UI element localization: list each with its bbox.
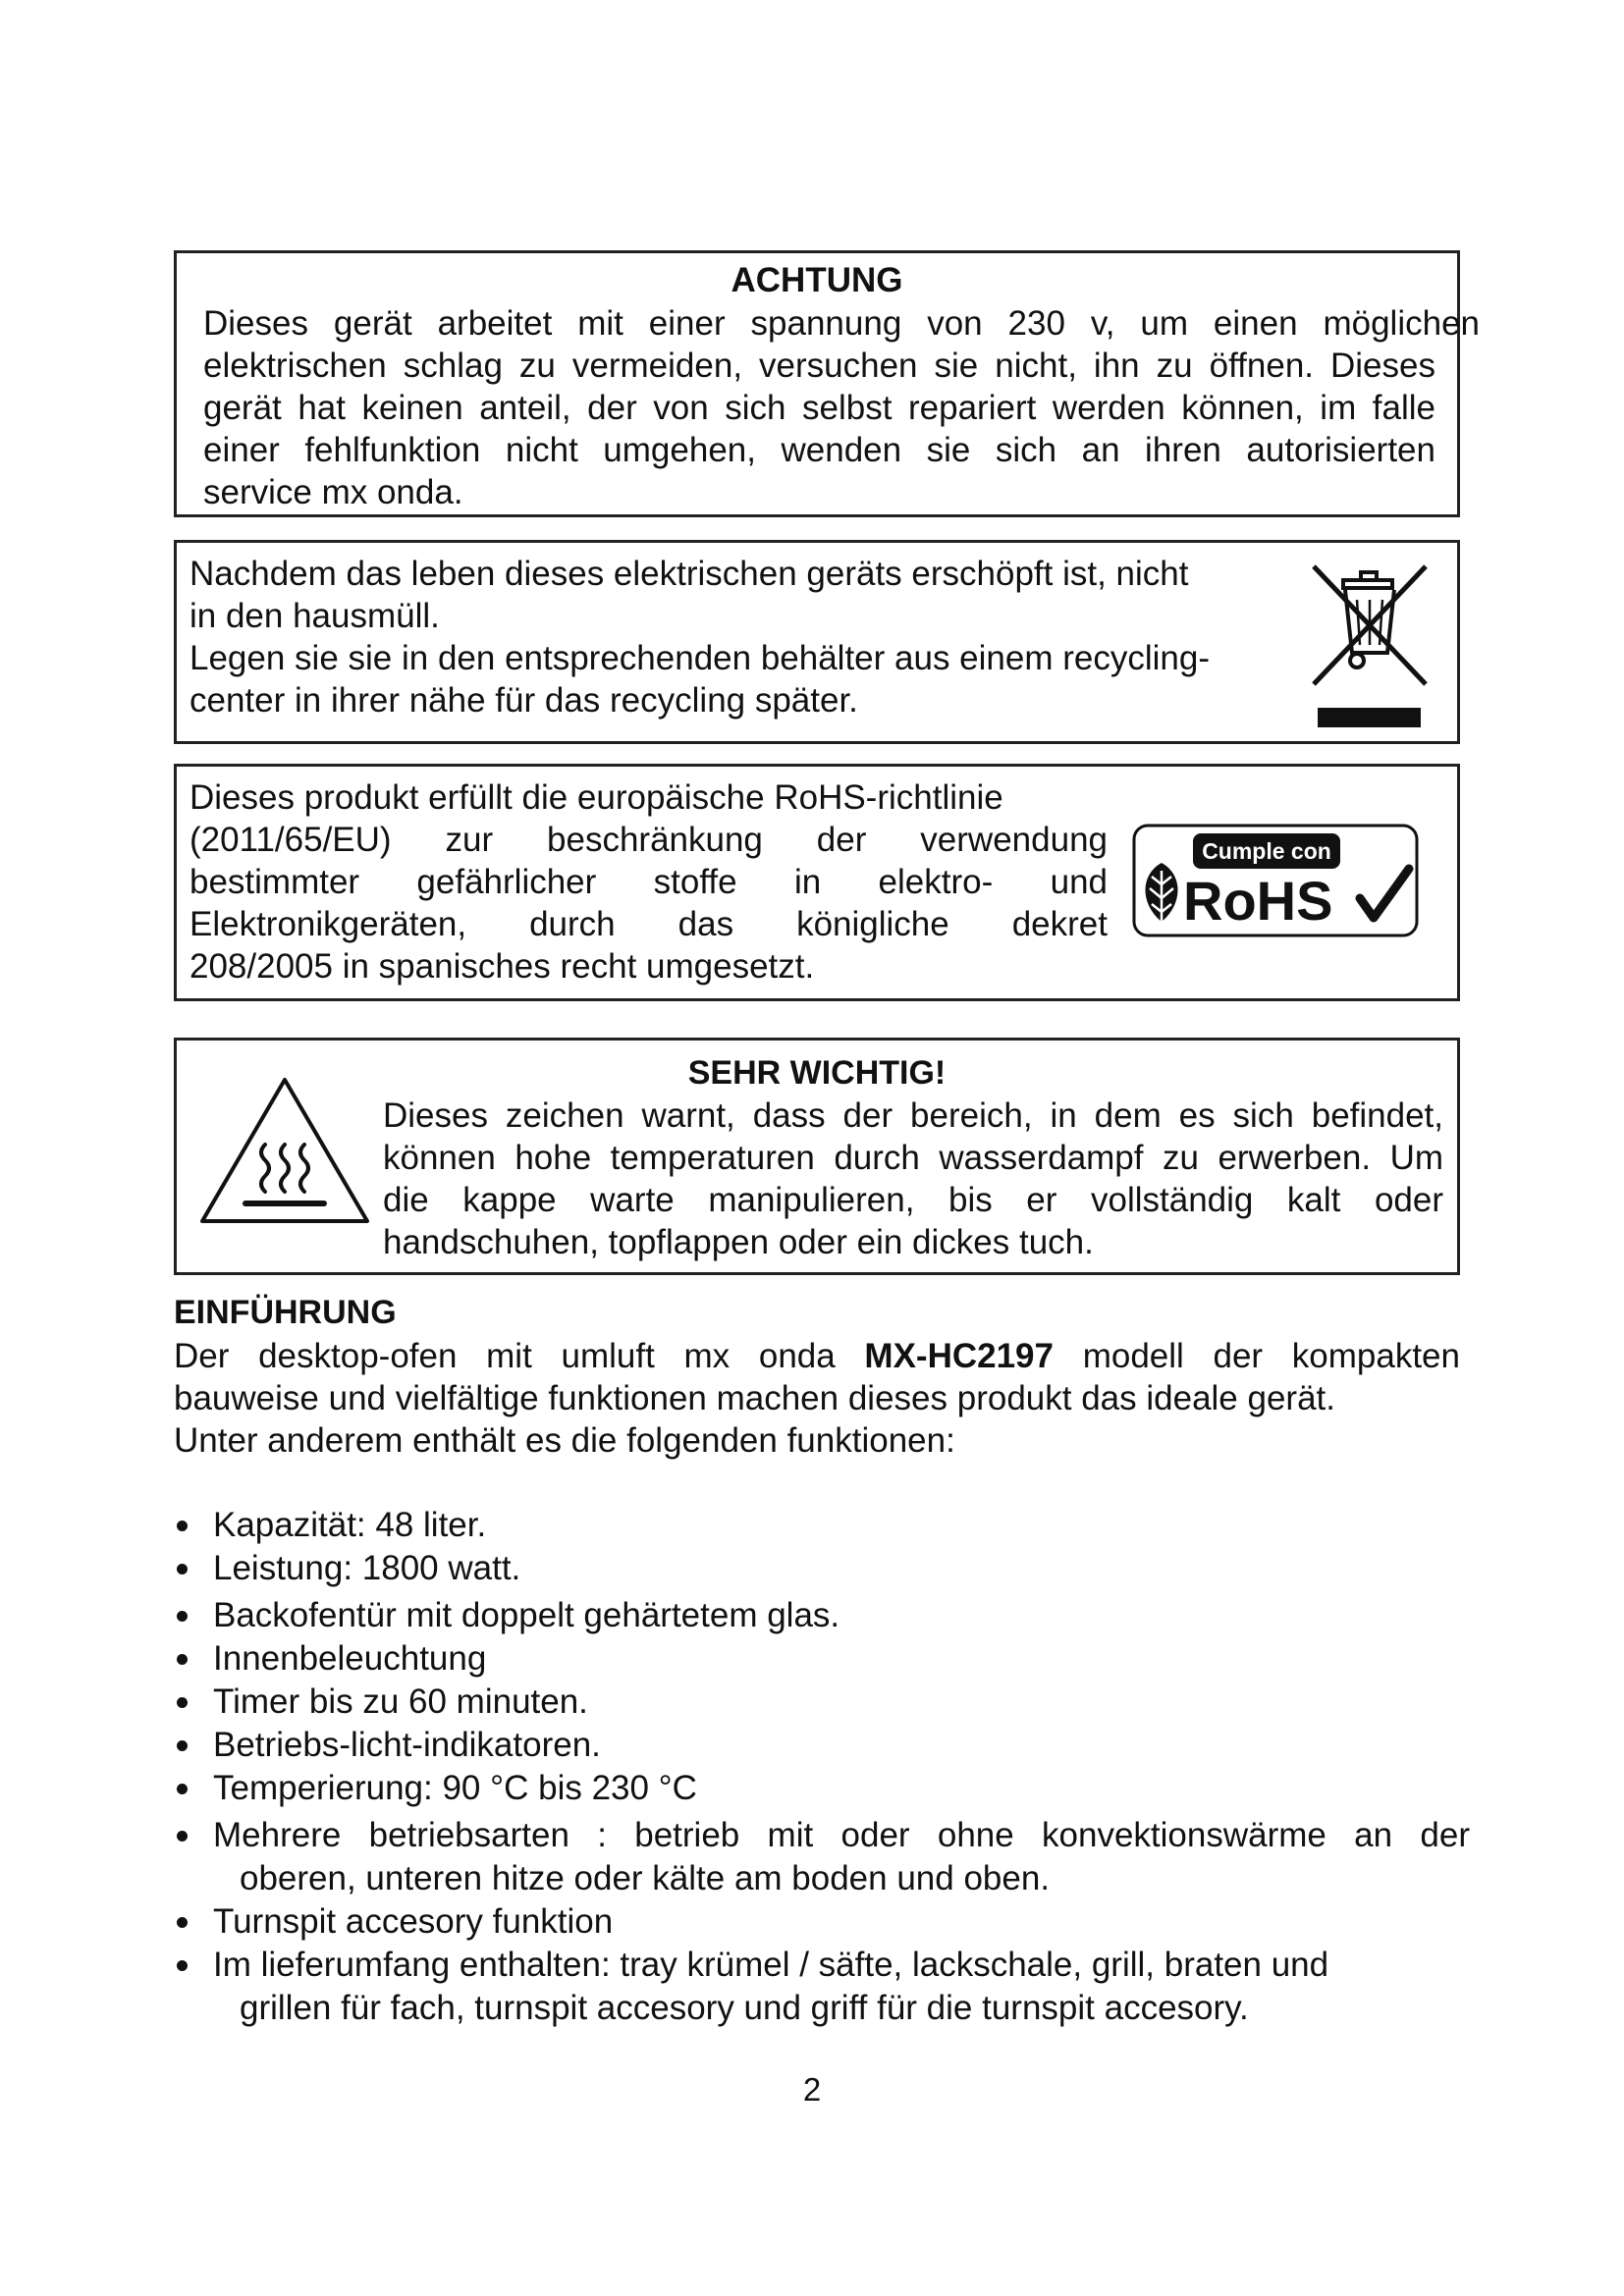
list-item-line: Mehrere betriebsarten : betrieb mit oder ohne konvektionswärme an der <box>213 1816 1470 1854</box>
warning-line: Dieses gerät arbeitet mit einer spannung von 230 v, um einen möglichen <box>203 304 1480 343</box>
page-number: 2 <box>802 2071 822 2108</box>
list-item: Innenbeleuchtung <box>174 1637 1470 1681</box>
rohs-line: Elektronikgeräten, durch das königliche dekret <box>189 905 1108 943</box>
intro-text-start: Der desktop-ofen mit umluft mx onda <box>174 1337 865 1375</box>
intro-paragraph <box>174 1335 1460 1462</box>
recycling-box <box>174 540 1460 744</box>
important-line: handschuhen, topflappen oder ein dickes tuch. <box>383 1223 1094 1261</box>
intro-line-1 <box>174 1335 1460 1377</box>
important-line: können hohe temperaturen durch wasserdampf zu erwerben. Um <box>383 1139 1443 1177</box>
list-item: Kapazität: 48 liter. <box>174 1504 1470 1547</box>
rohs-logo-main-text: RoHS <box>1183 870 1333 932</box>
section-title: EINFÜHRUNG <box>174 1294 397 1331</box>
recycling-text <box>189 553 1279 721</box>
recycling-line: center in ihrer nähe für das recycling später. <box>189 681 858 720</box>
hot-surface-warning-icon <box>196 1074 373 1229</box>
rohs-line: 208/2005 in spanisches recht umgesetzt. <box>189 947 815 986</box>
recycling-line: Nachdem das leben dieses elektrischen geräts erschöpft ist, nicht <box>189 555 1189 593</box>
warning-line: service mx onda. <box>203 473 463 511</box>
warning-box <box>174 250 1480 517</box>
list-item-line: grillen für fach, turnspit accesory und griff für die turnspit accesory. <box>240 1989 1249 2027</box>
list-item: Backofentür mit doppelt gehärtetem glas. <box>174 1594 1470 1637</box>
model-number: MX-HC2197 <box>864 1337 1054 1375</box>
rohs-line: Dieses produkt erfüllt die europäische RoHS-richtlinie <box>189 778 1003 817</box>
recycling-line: in den hausmüll. <box>189 597 440 635</box>
rohs-box <box>174 764 1460 1001</box>
rohs-line: (2011/65/EU) zur beschränkung der verwendung <box>189 821 1108 859</box>
list-item-line: Im lieferumfang enthalten: tray krümel / säfte, lackschale, grill, braten und <box>213 1946 1329 1984</box>
important-line: Dieses zeichen warnt, dass der bereich, in dem es sich befindet, <box>383 1096 1443 1135</box>
list-item: Betriebs-licht-indikatoren. <box>174 1724 1470 1767</box>
warning-line: einer fehlfunktion nicht umgehen, wenden sie sich an ihren autorisierten <box>203 431 1435 469</box>
feature-list <box>174 1504 1470 2030</box>
rohs-compliance-logo <box>1132 824 1419 937</box>
recycling-line: Legen sie sie in den entsprechenden behälter aus einem recycling- <box>189 639 1210 677</box>
intro-text-end: modell der kompakten <box>1054 1337 1460 1375</box>
rohs-logo-top-text: Cumple con <box>1202 838 1331 864</box>
intro-line-3: Unter anderem enthält es die folgenden funktionen: <box>174 1421 955 1460</box>
list-item: Turnspit accesory funktion <box>174 1900 1470 1944</box>
warning-text <box>203 302 1485 513</box>
important-box <box>174 1038 1460 1275</box>
rohs-line: bestimmter gefährlicher stoffe in elektro- und <box>189 863 1108 901</box>
list-item-line: oberen, unteren hitze oder kälte am boden und oben. <box>240 1859 1051 1897</box>
important-heading: SEHR WICHTIG! <box>687 1054 947 1092</box>
important-text <box>383 1095 1443 1263</box>
rohs-text <box>189 776 1108 988</box>
warning-line: elektrischen schlag zu vermeiden, versuchen sie nicht, ihn zu öffnen. Dieses <box>203 347 1435 385</box>
warning-line: gerät hat keinen anteil, der von sich selbst repariert werden können, im falle <box>203 389 1435 427</box>
crossed-out-wheelie-bin-icon <box>1306 559 1434 730</box>
list-item: Temperierung: 90 °C bis 230 °C <box>174 1767 1470 1810</box>
important-line: die kappe warte manipulieren, bis er vollständig kalt oder <box>383 1181 1443 1219</box>
list-item <box>174 1814 1470 1900</box>
intro-line-2: bauweise und vielfältige funktionen machen dieses produkt das ideale gerät. <box>174 1379 1335 1417</box>
warning-heading: ACHTUNG <box>731 261 903 299</box>
list-item <box>174 1944 1470 2030</box>
list-item: Leistung: 1800 watt. <box>174 1547 1470 1590</box>
list-item: Timer bis zu 60 minuten. <box>174 1681 1470 1724</box>
